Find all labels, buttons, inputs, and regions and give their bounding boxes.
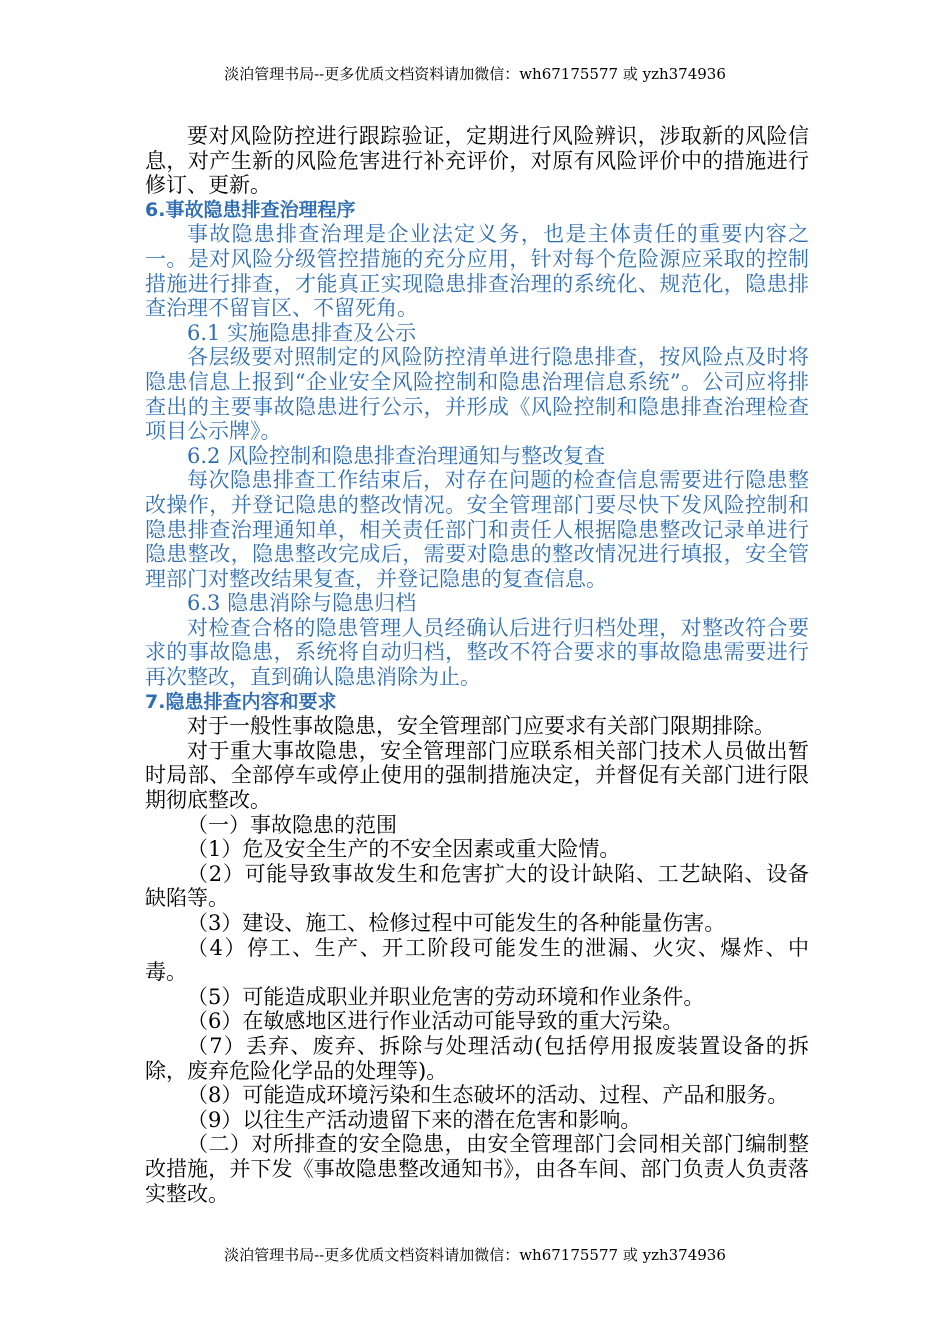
- section-heading: 7.隐患排查内容和要求: [145, 690, 337, 713]
- paragraph: （二）对所排查的安全隐患，由安全管理部门会同相关部门编制整改措施，并下发《事故隐患整改通知书》，由各车间、部门负责人负责落实整改。: [145, 1132, 809, 1206]
- subsection-heading: 6.2 风险控制和隐患排查治理通知与整改复查: [187, 443, 606, 468]
- list-item: （1）危及安全生产的不安全因素或重大险情。: [187, 837, 621, 862]
- page-footer: 淡泊管理书局--更多优质文档资料请加微信：wh67175577 或 yzh374936: [224, 1246, 726, 1264]
- paragraph: 对于一般性事故隐患，安全管理部门应要求有关部门限期排除。: [187, 714, 775, 739]
- list-item: （9）以往生产活动遗留下来的潜在危害和影响。: [187, 1107, 642, 1132]
- paragraph: 事故隐患排查治理是企业法定义务，也是主体责任的重要内容之一。是对风险分级管控措施的充分应用，针对每个危险源应采取的控制措施进行排查，才能真正实现隐患排查治理的系统化、规范化，隐患排查治理不留盲区、不留死角。: [145, 222, 809, 321]
- paragraph: 对检查合格的隐患管理人员经确认后进行归档处理，对整改符合要求的事故隐患，系统将自动归档，整改不符合要求的事故隐患需要进行再次整改，直到确认隐患消除为止。: [145, 615, 809, 690]
- subsection-heading: 6.1 实施隐患排查及公示: [187, 320, 417, 345]
- list-item: （4）停工、生产、开工阶段可能发生的泄漏、火灾、爆炸、中毒。: [145, 935, 809, 985]
- section-heading: 6.事故隐患排查治理程序: [145, 198, 356, 221]
- list-item: （3）建设、施工、检修过程中可能发生的各种能量伤害。: [187, 911, 726, 935]
- paragraph: 每次隐患排查工作结束后，对存在问题的检查信息需要进行隐患整改操作，并登记隐患的整改情况。安全管理部门要尽快下发风险控制和隐患排查治理通知单，相关责任部门和责任人根据隐患整改记录单进行隐患整改，隐患整改完成后，需要对隐患的整改情况进行填报，安全管理部门对整改结果复查，并登记隐患的复查信息。: [145, 468, 809, 591]
- subsection-heading: 6.3 隐患消除与隐患归档: [187, 591, 417, 616]
- paragraph: 对于重大事故隐患，安全管理部门应联系相关部门技术人员做出暂时局部、全部停车或停止使用的强制措施决定，并督促有关部门进行限期彻底整改。: [145, 738, 809, 813]
- list-item: （8）可能造成环境污染和生态破坏的活动、过程、产品和服务。: [187, 1083, 789, 1108]
- page-header: 淡泊管理书局--更多优质文档资料请加微信：wh67175577 或 yzh374936: [224, 65, 726, 83]
- paragraph: 要对风险防控进行跟踪验证，定期进行风险辨识，涉取新的风险信息，对产生新的风险危害进行补充评价，对原有风险评价中的措施进行修订、更新。: [145, 124, 809, 198]
- list-heading: （一）事故隐患的范围: [187, 812, 397, 837]
- list-item: （5）可能造成职业并职业危害的劳动环境和作业条件。: [187, 984, 705, 1009]
- list-item: （6）在敏感地区进行作业活动可能导致的重大污染。: [187, 1009, 684, 1034]
- paragraph: 各层级要对照制定的风险防控清单进行隐患排查，按风险点及时将隐患信息上报到“企业安全风险控制和隐患治理信息系统”。公司应将排查出的主要事故隐患进行公示，并形成《风险控制和隐患排查治理检查项目公示牌》。: [145, 345, 809, 444]
- list-item: （7）丢弃、废弃、拆除与处理活动(包括停用报废装置设备的拆除，废弃危险化学品的处理等)。: [145, 1033, 809, 1083]
- document-body: [145, 124, 809, 1206]
- list-item: （2）可能导致事故发生和危害扩大的设计缺陷、工艺缺陷、设备缺陷等。: [145, 861, 809, 911]
